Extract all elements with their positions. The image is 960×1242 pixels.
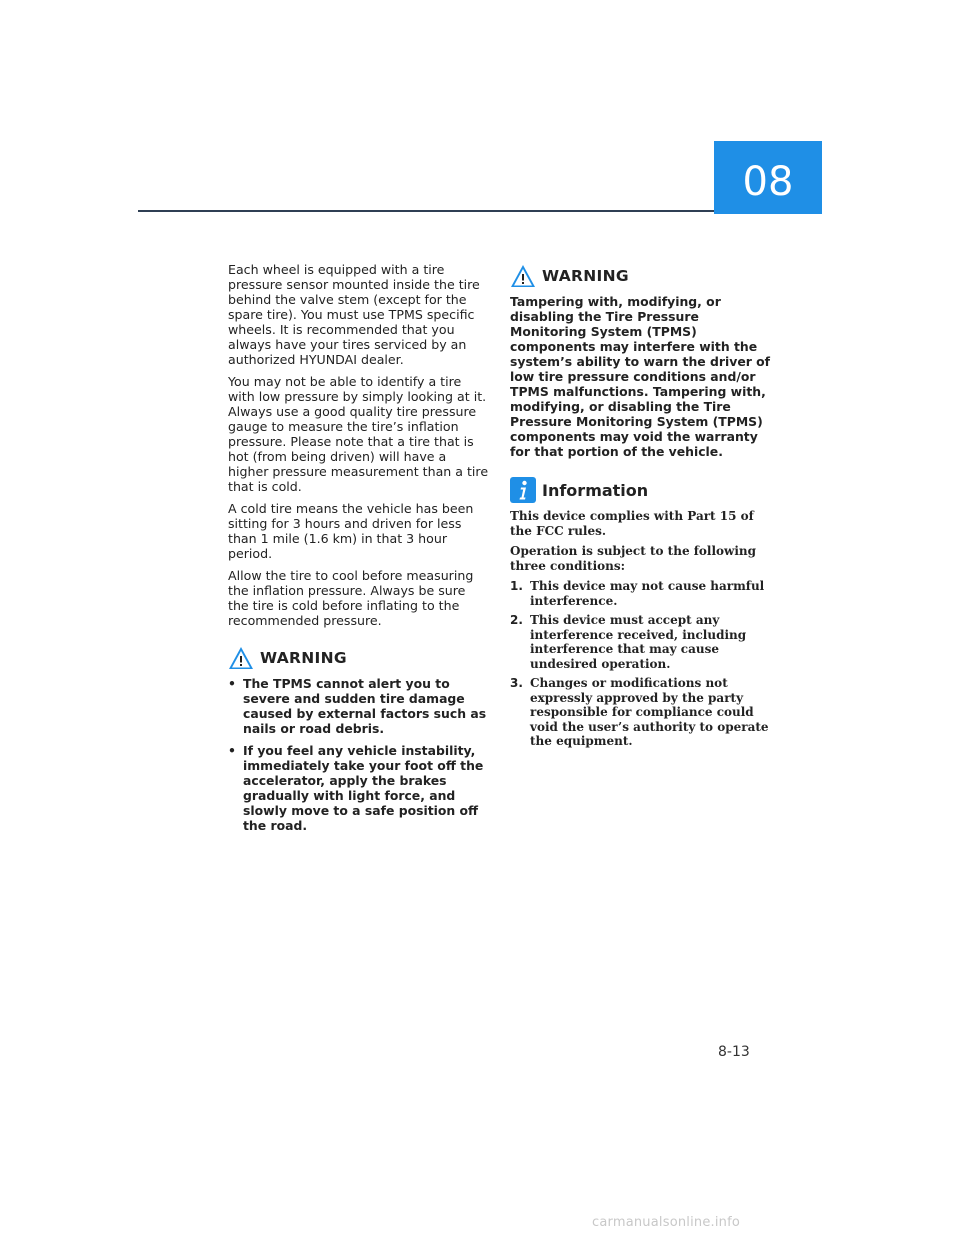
info-icon — [510, 477, 536, 503]
bullet: • — [228, 743, 236, 758]
warning-header — [510, 264, 772, 288]
warning-header — [228, 646, 490, 670]
list-number: 2. — [510, 613, 523, 627]
information-list-item — [510, 579, 772, 608]
information-list-item — [510, 676, 772, 749]
bullet: • — [228, 676, 236, 691]
list-item-text: This device must accept any interference received, including interference that may cause undesired operation. — [530, 613, 747, 671]
left-column — [228, 262, 490, 840]
body-paragraph: A cold tire means the vehicle has been sitting for 3 hours and driven for less than 1 mile (1.6 km) in that 3 hour period. — [228, 501, 474, 561]
watermark: carmanualsonline.info — [592, 1215, 741, 1230]
information-box — [510, 477, 772, 749]
information-paragraph: Operation is subject to the following three conditions: — [510, 544, 757, 573]
right-column — [510, 262, 772, 754]
page-number: 8-13 — [718, 1044, 750, 1060]
list-number: 1. — [510, 579, 523, 593]
warning-list — [228, 676, 490, 833]
list-item-text: Changes or modifications not expressly approved by the party responsible for compliance could void the user’s authority to operate the equipment. — [530, 676, 769, 748]
warning-title: WARNING — [542, 267, 629, 285]
chapter-tab: 08 — [714, 141, 822, 214]
list-item-text: This device may not cause harmful interference. — [530, 579, 765, 608]
information-header — [510, 477, 772, 503]
body-paragraph: You may not be able to identify a tire with low pressure by simply looking at it. Always use a good quality tire pressure gauge to measure the tire’s inflation pressure. Please note that a tire that is hot (from being driven) will have a higher pressure measurement than a tire that is cold. — [228, 374, 489, 494]
list-number: 3. — [510, 676, 523, 690]
header-rule — [138, 210, 715, 212]
information-list — [510, 579, 772, 749]
information-title: Information — [542, 480, 649, 500]
information-list-item — [510, 613, 772, 671]
warning-list-item — [228, 676, 490, 736]
body-paragraph: Each wheel is equipped with a tire pressure sensor mounted inside the tire behind the valve stem (except for the spare tire). You must use TPMS specific wheels. It is recommended that you always have your tires serviced by an authorized HYUNDAI dealer. — [228, 262, 480, 367]
warning-item-text: If you feel any vehicle instability, immediately take your foot off the accelerator, apply the brakes gradually with light force, and slowly move to a safe position off the road. — [243, 743, 484, 833]
warning-title: WARNING — [260, 649, 347, 667]
body-paragraph: Allow the tire to cool before measuring the inflation pressure. Always be sure the tire is cold before inflating to the recommended pressure. — [228, 568, 474, 628]
warning-list-item — [228, 743, 490, 833]
warning-item-text: The TPMS cannot alert you to severe and sudden tire damage caused by external factors such as nails or road debris. — [243, 676, 487, 736]
warning-text: Tampering with, modifying, or disabling the Tire Pressure Monitoring System (TPMS) components may interfere with the system’s ability to warn the driver of low tire pressure conditions and/or TPMS malfunctions. Tampering with, modifying, or disabling the Tire Pressure Monitoring System (TPMS) components may void the warranty for that portion of the vehicle. — [510, 294, 771, 459]
information-paragraph: This device complies with Part 15 of the FCC rules. — [510, 509, 754, 538]
warning-triangle-icon — [228, 646, 254, 670]
warning-box — [228, 646, 490, 833]
warning-box — [510, 264, 772, 459]
warning-triangle-icon — [510, 264, 536, 288]
